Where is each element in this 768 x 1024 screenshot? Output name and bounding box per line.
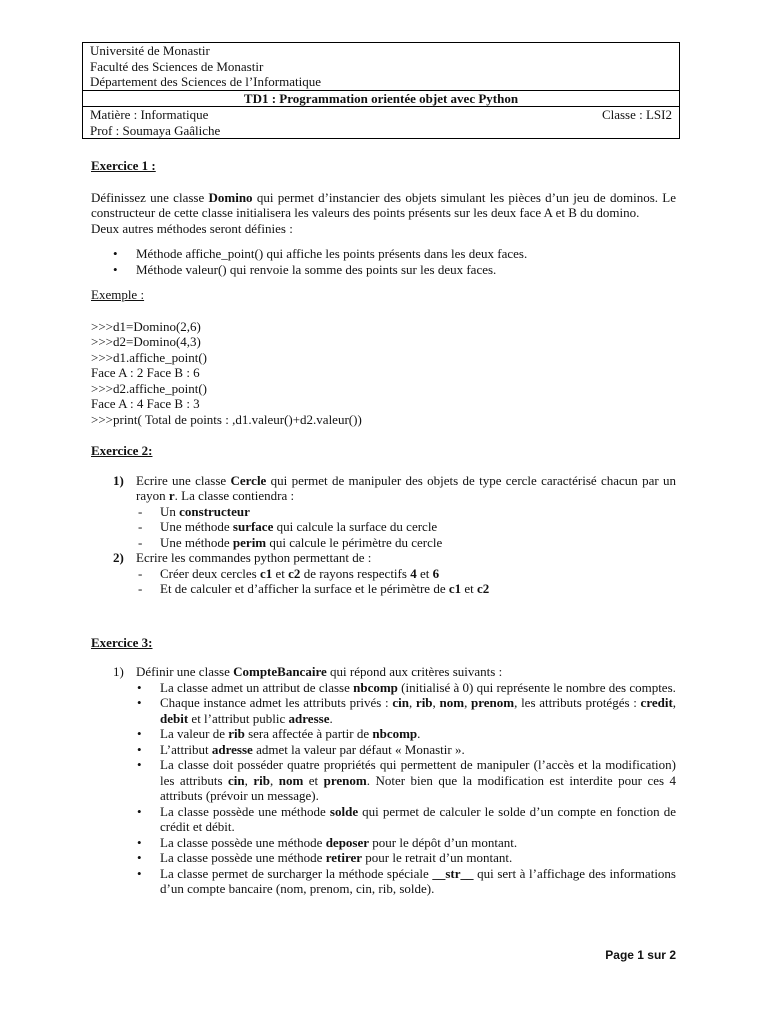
university: Université de Monastir [90, 43, 210, 58]
list-item: • La valeur de rib sera affectée à partir de nbcomp. [91, 726, 676, 742]
code-line: >>>d1=Domino(2,6) [91, 318, 201, 334]
ex1-title: Exercice 1 : [91, 158, 156, 173]
page-number: Page 1 sur 2 [605, 948, 676, 962]
list-item: • La classe admet un attribut de classe nbcomp (initialisé à 0) qui représente le nombre des comptes. [91, 680, 676, 696]
list-item: • La classe possède une méthode solde qui permet de calculer le solde d’un compte en fonction de crédit et débit. [91, 804, 676, 835]
list-item: - Créer deux cercles c1 et c2 de rayons respectifs 4 et 6 [91, 566, 676, 582]
ex2-sublist-1 [91, 504, 676, 551]
classe: Classe : LSI2 [601, 107, 672, 122]
code-line: Face A : 4 Face B : 3 [91, 396, 200, 411]
list-item: - Et de calculer et d’afficher la surface et le périmètre de c1 et c2 [91, 581, 676, 597]
list-item: • La classe permet de surcharger la méthode spéciale __str__ qui sert à l’affichage des informations d’un compte bancaire (nom, prenom, cin, rib, solde). [91, 866, 676, 897]
department: Département des Sciences de l’Informatique [90, 74, 322, 89]
code-line: >>>d2=Domino(4,3) [91, 334, 201, 349]
matiere: Matière : Informatique [90, 107, 209, 122]
list-item: - Un constructeur [91, 504, 676, 520]
list-item: • La classe doit posséder quatre propriétés qui permettent de manipuler (l’accès et la modification) les attributs cin, rib, nom et prenom. Noter bien que la modification est interdite pour ces 4 attributs (prévoir un message). [91, 757, 676, 804]
document-body [91, 158, 676, 897]
faculty: Faculté des Sciences de Monastir [90, 58, 264, 74]
ex2-item-1: 1) Ecrire une classe Cercle qui permet de manipuler des objets de type cercle caractérisé chacun par un rayon r. La classe contiendra : [113, 472, 676, 503]
ex2-item-2: 2) Ecrire les commandes python permettant de : [113, 550, 372, 565]
prof: Prof : Soumaya Gaâliche [90, 122, 221, 138]
ex2-sublist-2 [91, 566, 676, 597]
code-line: >>>print( Total de points : ,d1.valeur()+d2.valeur()) [91, 411, 362, 427]
code-line: >>>d2.affiche_point() [91, 380, 207, 396]
list-item: - Une méthode surface qui calcule la surface du cercle [91, 519, 676, 535]
ex3-criteria-list [91, 680, 676, 897]
ex2-title: Exercice 2: [91, 443, 153, 458]
list-item: - Une méthode perim qui calcule le périmètre du cercle [91, 535, 676, 551]
ex3-item-1: 1) Définir une classe CompteBancaire qui répond aux critères suivants : [113, 664, 503, 679]
list-item: • Méthode affiche_point() qui affiche les points présents dans les deux faces. [91, 246, 676, 262]
code-line: >>>d1.affiche_point() [91, 349, 207, 365]
doc-title: TD1 : Programmation orientée objet avec Python [83, 90, 679, 107]
list-item: • La classe possède une méthode deposer pour le dépôt d’un montant. [91, 835, 676, 851]
list-item: • La classe possède une méthode retirer pour le retrait d’un montant. [91, 850, 676, 866]
header-box [82, 42, 680, 139]
code-line: Face A : 2 Face B : 6 [91, 365, 200, 380]
ex1-method-list [91, 246, 676, 277]
ex1-paragraph-2: Deux autres méthodes seront définies : [91, 220, 293, 236]
exemple-label: Exemple : [91, 287, 145, 302]
matiere-row [83, 106, 679, 123]
ex1-paragraph: Définissez une classe Domino qui permet d’instancier des objets simulant les pièces d’un jeu de dominos. Le constructeur de cette classe initialisera les valeurs des points présents sur les deux face A et B du domino. [91, 189, 676, 220]
ex3-title: Exercice 3: [91, 634, 153, 650]
list-item: • L’attribut adresse admet la valeur par défaut « Monastir ». [91, 742, 676, 758]
list-item: • Chaque instance admet les attributs privés : cin, rib, nom, prenom, les attributs protégés : credit, debit et l’attribut public adresse. [91, 695, 676, 726]
list-item: • Méthode valeur() qui renvoie la somme des points sur les deux faces. [91, 262, 676, 278]
